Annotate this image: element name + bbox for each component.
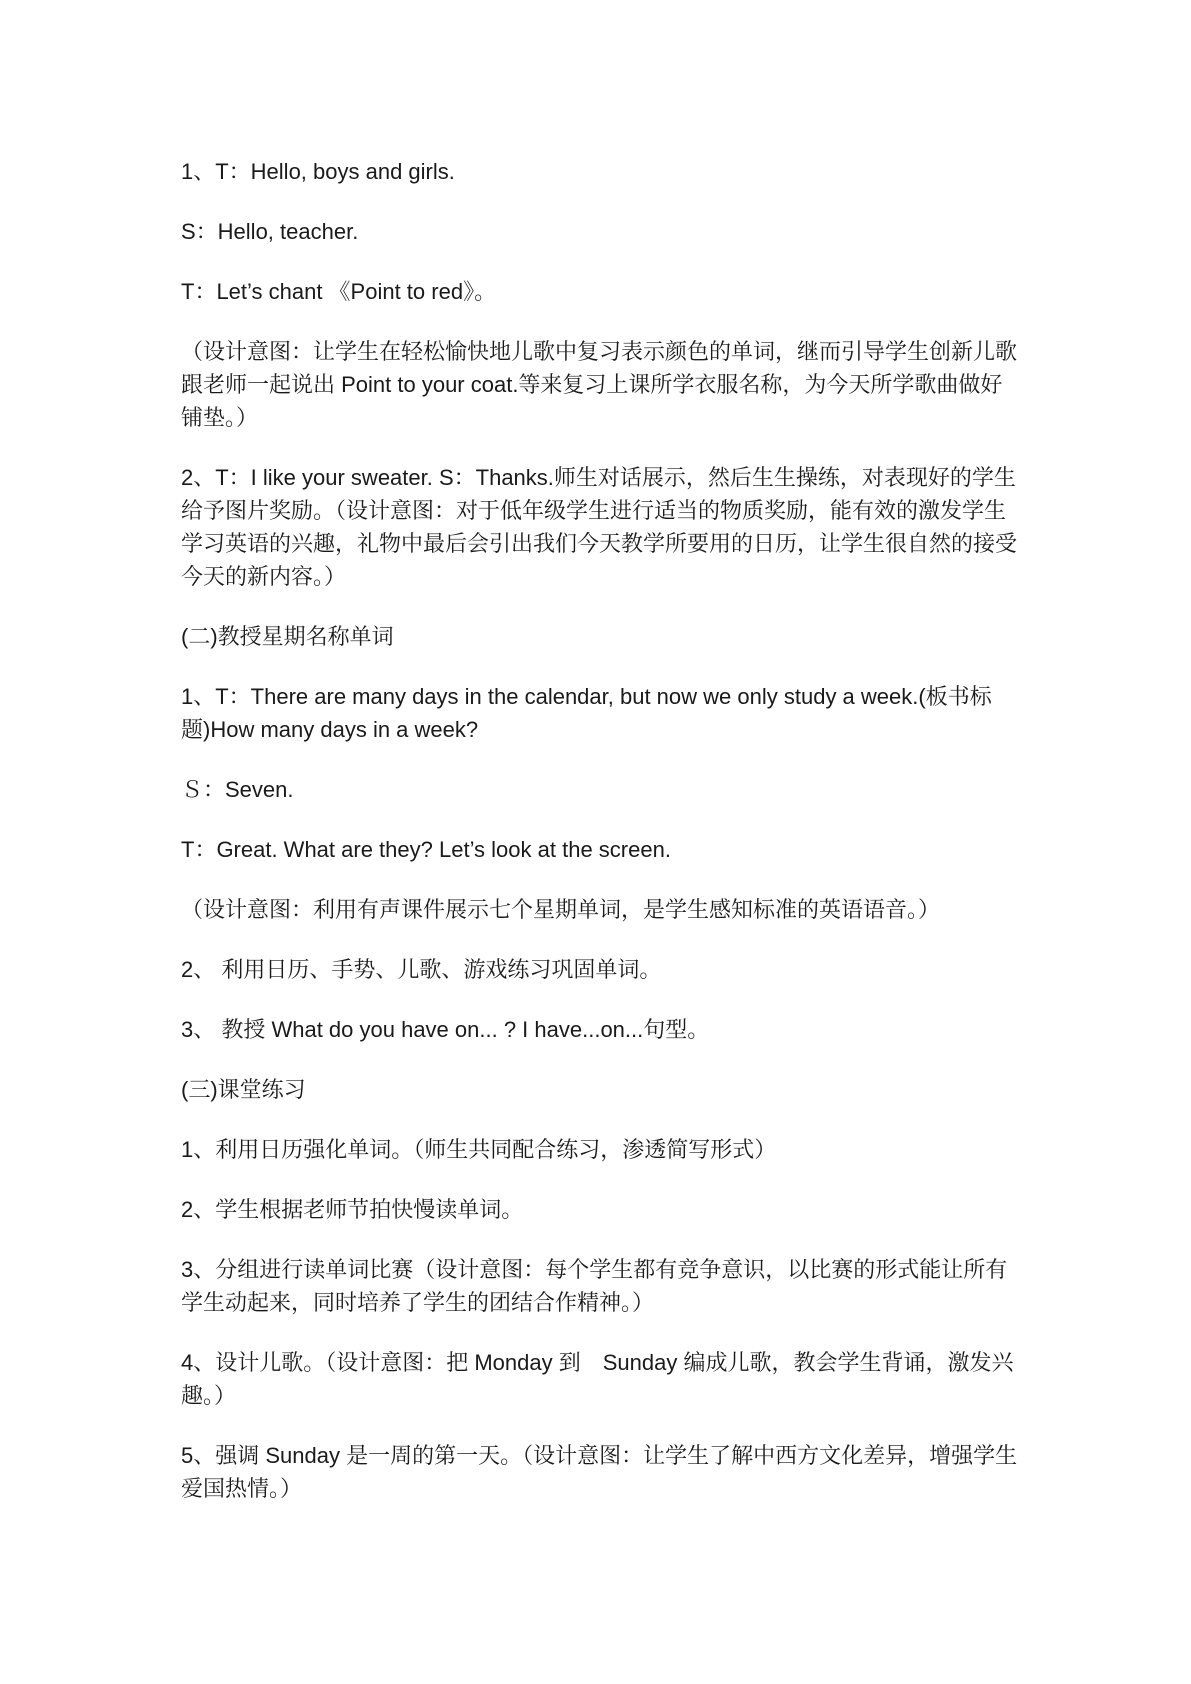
document-body [181, 155, 1021, 1532]
paragraph: 4、设计儿歌。（设计意图：把 Monday 到 Sunday 编成儿歌，教会学生背诵，激发兴趣。） [181, 1350, 1014, 1408]
paragraph: T：Great. What are they? Let’s look at the screen. [181, 837, 671, 862]
paragraph: Ｓ：Seven. [181, 777, 294, 802]
section-heading: (二)教授星期名称单词 [181, 624, 394, 649]
paragraph: 2、T：I like your sweater. S：Thanks.师生对话展示，然后生生操练，对表现好的学生给予图片奖励。（设计意图：对于低年级学生进行适当的物质奖励，能有效的激发学生学习英语的兴趣，礼物中最后会引出我们今天教学所要用的日历，让学生很自然的接受今天的新内容。） [181, 465, 1018, 589]
paragraph: 2、 利用日历、手势、儿歌、游戏练习巩固单词。 [181, 957, 662, 982]
paragraph: （设计意图：让学生在轻松愉快地儿歌中复习表示颜色的单词，继而引导学生创新儿歌跟老师一起说出 Point to your coat.等来复习上课所学衣服名称，为今天所学歌曲做好铺垫。） [181, 339, 1018, 430]
paragraph: 2、学生根据老师节拍快慢读单词。 [181, 1197, 524, 1222]
paragraph: 1、T：Hello, boys and girls. [181, 159, 455, 184]
paragraph: 3、 教授 What do you have on... ? I have...on...句型。 [181, 1017, 710, 1042]
paragraph: S：Hello, teacher. [181, 219, 359, 244]
paragraph: 5、强调 Sunday 是一周的第一天。（设计意图：让学生了解中西方文化差异，增强学生爱国热情。） [181, 1443, 1018, 1501]
paragraph: （设计意图：利用有声课件展示七个星期单词，是学生感知标准的英语语音。） [181, 897, 941, 922]
paragraph: 1、利用日历强化单词。（师生共同配合练习，渗透简写形式） [181, 1137, 777, 1162]
paragraph: 1、T：There are many days in the calendar, but now we only study a week.(板书标题)How many days in a week? [181, 684, 992, 742]
paragraph: 3、分组进行读单词比赛（设计意图：每个学生都有竞争意识，以比赛的形式能让所有学生动起来，同时培养了学生的团结合作精神。） [181, 1257, 1008, 1315]
paragraph: T：Let’s chant 《Point to red》。 [181, 279, 497, 304]
section-heading: (三)课堂练习 [181, 1077, 306, 1102]
